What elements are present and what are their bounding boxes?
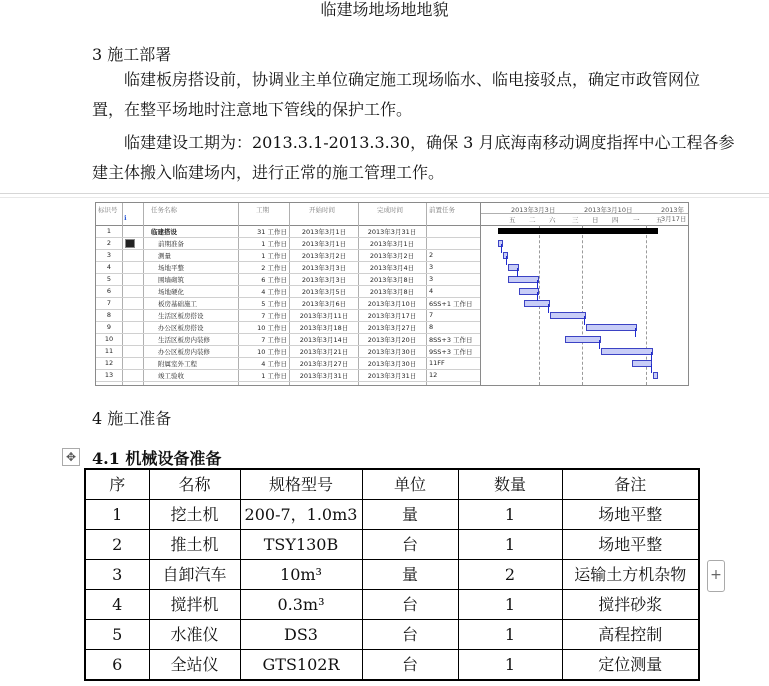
table-cell: 场地平整: [562, 500, 699, 530]
gantt-cell-finish: 2013年3月2日: [369, 252, 415, 260]
table-row: [85, 500, 699, 530]
gantt-link: [537, 280, 538, 289]
gantt-cell-name: 附属室外工程: [158, 360, 197, 368]
gantt-task-bar: [519, 288, 540, 295]
gantt-task-row: [96, 369, 480, 382]
gantt-cell-start: 2013年3月27日: [299, 360, 349, 368]
gantt-cell-start: 2013年3月18日: [299, 324, 349, 332]
gantt-cell-pred: 8SS+3 工作日: [429, 336, 473, 344]
gantt-cell-start: 2013年3月3日: [301, 264, 347, 272]
day-label: 四: [612, 216, 619, 224]
gantt-header-finish: 完成时间: [377, 206, 403, 214]
gantt-cell-duration: 10 工作日: [257, 348, 287, 356]
gantt-cell-id: 4: [106, 263, 112, 271]
gantt-cell-finish: 2013年3月27日: [367, 324, 417, 332]
gantt-cell-start: 2013年3月5日: [301, 288, 347, 296]
gantt-cell-name: 板房基础施工: [158, 300, 197, 308]
gantt-link: [584, 316, 585, 325]
gantt-header-duration: 工期: [256, 206, 269, 214]
table-cell: 4: [85, 590, 149, 620]
gantt-cell-pred: 9SS+3 工作日: [429, 348, 473, 356]
gantt-cell-name: 场地平整: [158, 264, 184, 272]
gantt-cell-pred: 11FF: [429, 359, 445, 367]
gantt-link: [548, 304, 549, 313]
gantt-cell-id: 8: [106, 311, 112, 319]
gantt-cell-id: 10: [104, 335, 114, 343]
day-label: 二: [529, 216, 536, 224]
gantt-cell-duration: 4 工作日: [261, 360, 287, 368]
table-row: [85, 590, 699, 620]
table-cell: 运输土方机杂物: [562, 560, 699, 590]
gantt-cell-start: 2013年3月3日: [301, 276, 347, 284]
gantt-cell-pred: 3: [429, 275, 434, 283]
gantt-cell-duration: 7 工作日: [261, 336, 287, 344]
table-header-cell: 序: [85, 469, 149, 500]
gantt-chart: [95, 202, 689, 386]
table-header-cell: 规格型号: [240, 469, 362, 500]
day-label: 三: [572, 216, 579, 224]
gantt-week-row: [481, 203, 688, 223]
table-cell: 6: [85, 650, 149, 681]
table-cell: 5: [85, 620, 149, 650]
gantt-link: [506, 256, 507, 265]
table-cell: 2: [85, 530, 149, 560]
gantt-header-start: 开始时间: [309, 206, 335, 214]
gantt-header: [96, 203, 480, 226]
table-cell: 全站仪: [149, 650, 240, 681]
table-cell: 台: [362, 530, 458, 560]
table-header-cell: 名称: [149, 469, 240, 500]
section-4-heading: 4 施工准备: [92, 409, 172, 428]
gantt-cell-id: 6: [106, 287, 112, 295]
gantt-cell-id: 2: [106, 239, 112, 247]
gantt-cell-id: 1: [106, 227, 112, 235]
gantt-task-table: [96, 203, 481, 385]
gantt-cell-pred: 2: [429, 251, 434, 259]
gantt-cell-id: 5: [106, 275, 112, 283]
table-cell: DS3: [240, 620, 362, 650]
gantt-cell-duration: 1 工作日: [261, 252, 287, 260]
gantt-cell-duration: 2 工作日: [261, 264, 287, 272]
table-cell: 台: [362, 650, 458, 681]
table-cell: 高程控制: [562, 620, 699, 650]
gantt-link: [651, 352, 652, 361]
gantt-cell-finish: 2013年3月8日: [369, 276, 415, 284]
gantt-cell-name: 生活区板房内装修: [158, 336, 210, 344]
table-header-cell: 单位: [362, 469, 458, 500]
gantt-task-bar: [508, 276, 539, 283]
gantt-cell-id: 13: [104, 371, 114, 379]
table-header-cell: 备注: [562, 469, 699, 500]
gantt-cell-finish: 2013年3月4日: [369, 264, 415, 272]
table-cell: 1: [458, 500, 562, 530]
gantt-cell-finish: 2013年3月8日: [369, 288, 415, 296]
table-cell: 1: [458, 590, 562, 620]
gantt-cell-pred: 8: [429, 323, 434, 331]
gantt-link: [517, 268, 518, 277]
page-divider: [0, 193, 769, 194]
section-3-para2-line2: 建主体搬入临建场内，进行正常的施工管理工作。: [92, 163, 445, 182]
gantt-cell-duration: 7 工作日: [261, 312, 287, 320]
gantt-cell-name: 生活区板房搭设: [158, 312, 204, 320]
section-3-para1-line1: 临建板房搭设前，协调业主单位确定施工现场临水、临电接驳点，确定市政管网位: [124, 70, 701, 89]
gantt-cell-name: 临建搭设: [151, 228, 177, 236]
gantt-header-name: 任务名称: [151, 206, 177, 214]
day-label: 日: [592, 216, 599, 224]
gantt-cell-start: 2013年3月1日: [301, 228, 347, 236]
gantt-cell-duration: 1 工作日: [261, 240, 287, 248]
table-cell: 推土机: [149, 530, 240, 560]
table-cell: 自卸汽车: [149, 560, 240, 590]
gantt-cell-duration: 31 工作日: [257, 228, 287, 236]
gantt-cell-id: 11: [104, 347, 114, 355]
gantt-cell-start: 2013年3月1日: [301, 240, 347, 248]
table-cell: 3: [85, 560, 149, 590]
equipment-table: [84, 468, 700, 681]
table-row: [85, 560, 699, 590]
info-icon: ℹ: [124, 214, 127, 222]
gantt-cell-name: 竣工验收: [158, 372, 184, 380]
gantt-cell-id: 9: [106, 323, 112, 331]
gantt-cell-name: 办公区板房内装修: [158, 348, 210, 356]
gantt-cell-pred: 4: [429, 287, 434, 295]
gantt-cell-name: 场地硬化: [158, 288, 184, 296]
gantt-cell-start: 2013年3月6日: [301, 300, 347, 308]
week-label-3: 2013年3月17日: [661, 206, 687, 223]
gantt-cell-start: 2013年3月14日: [299, 336, 349, 344]
document-title: 临建场地场地地貌: [320, 0, 449, 19]
table-cell: TSY130B: [240, 530, 362, 560]
table-cell: 0.3m³: [240, 590, 362, 620]
table-cell: 1: [458, 530, 562, 560]
gantt-task-bar: [653, 372, 658, 379]
gantt-task-bar: [632, 360, 653, 367]
gantt-cell-name: 前期准备: [158, 240, 184, 248]
gantt-cell-name: 测量: [158, 252, 171, 260]
gantt-cell-name: 围墙砌筑: [158, 276, 184, 284]
table-cell: 搅拌砂浆: [562, 590, 699, 620]
gantt-cell-finish: 2013年3月10日: [367, 300, 417, 308]
gantt-cell-pred: 3: [429, 263, 434, 271]
gantt-cell-finish: 2013年3月31日: [367, 228, 417, 236]
table-cell: 定位测量: [562, 650, 699, 681]
gantt-task-bar: [565, 336, 601, 343]
note-icon: [125, 239, 135, 248]
table-cell: 量: [362, 500, 458, 530]
table-move-handle-icon[interactable]: ✥: [62, 448, 80, 466]
gantt-timeline: [481, 203, 688, 385]
gantt-cell-finish: 2013年3月30日: [367, 348, 417, 356]
gantt-task-bar: [524, 300, 550, 307]
gantt-link: [501, 244, 502, 253]
table-cell: GTS102R: [240, 650, 362, 681]
gantt-cell-duration: 4 工作日: [261, 288, 287, 296]
gantt-cell-id: 3: [106, 251, 112, 259]
gantt-cell-finish: 2013年3月31日: [367, 372, 417, 380]
gantt-cell-duration: 6 工作日: [261, 276, 287, 284]
section-4-1-heading: 4.1 机械设备准备: [92, 449, 222, 468]
gantt-link: [599, 340, 600, 349]
table-cell: 10m³: [240, 560, 362, 590]
table-cell: 2: [458, 560, 562, 590]
gantt-cell-id: 12: [104, 359, 114, 367]
gantt-summary-bar: [498, 228, 658, 234]
gantt-cell-pred: 6SS+1 工作日: [429, 300, 473, 308]
gantt-link: [651, 364, 652, 373]
table-cell: 挖土机: [149, 500, 240, 530]
table-cell: 台: [362, 620, 458, 650]
gantt-cell-start: 2013年3月21日: [299, 348, 349, 356]
day-label: 五: [656, 216, 663, 224]
gantt-task-bar: [601, 348, 653, 355]
gantt-task-bar: [586, 324, 638, 331]
table-cell: 水准仪: [149, 620, 240, 650]
day-label: 六: [549, 216, 556, 224]
gantt-cell-duration: 5 工作日: [261, 300, 287, 308]
gantt-link: [537, 292, 538, 301]
add-column-icon[interactable]: +: [707, 560, 725, 592]
day-label: 五: [509, 216, 516, 224]
gantt-cell-start: 2013年3月2日: [301, 252, 347, 260]
gantt-header-id: 标识号: [98, 206, 118, 214]
table-cell: 200-7，1.0m3: [240, 500, 362, 530]
week-label-1: 2013年3月3日: [511, 206, 556, 214]
gantt-cell-start: 2013年3月11日: [299, 312, 349, 320]
table-cell: 场地平整: [562, 530, 699, 560]
gantt-cell-finish: 2013年3月1日: [369, 240, 415, 248]
table-cell: 1: [458, 620, 562, 650]
table-cell: 台: [362, 590, 458, 620]
table-header-cell: 数量: [458, 469, 562, 500]
gantt-header-pred: 前置任务: [429, 206, 455, 214]
gantt-link: [635, 328, 636, 337]
gantt-cell-pred: 7: [429, 311, 434, 319]
gantt-cell-finish: 2013年3月30日: [367, 360, 417, 368]
gantt-cell-duration: 1 工作日: [261, 372, 287, 380]
gantt-task-bar: [550, 312, 586, 319]
gantt-cell-duration: 10 工作日: [257, 324, 287, 332]
table-cell: 1: [85, 500, 149, 530]
table-row: [85, 530, 699, 560]
gantt-cell-start: 2013年3月31日: [299, 372, 349, 380]
table-cell: 量: [362, 560, 458, 590]
gantt-cell-finish: 2013年3月17日: [367, 312, 417, 320]
section-3-para1-line2: 置，在整平场地时注意地下管线的保护工作。: [92, 100, 413, 119]
table-cell: 搅拌机: [149, 590, 240, 620]
table-cell: 1: [458, 650, 562, 681]
page-divider-inner: [0, 197, 769, 198]
gantt-cell-name: 办公区板房搭设: [158, 324, 204, 332]
gantt-cell-finish: 2013年3月20日: [367, 336, 417, 344]
table-row: [85, 650, 699, 681]
section-3-para2-line1: 临建建设工期为：2013.3.1-2013.3.30，确保 3 月底海南移动调度指挥中心工程各参: [124, 133, 735, 152]
section-3-heading: 3 施工部署: [92, 45, 172, 64]
gantt-day-row: [481, 214, 688, 226]
gantt-cell-id: 7: [106, 299, 112, 307]
table-header-row: [85, 469, 699, 500]
day-label: 一: [633, 216, 640, 224]
week-label-2: 2013年3月10日: [584, 206, 633, 214]
gantt-cell-pred: 12: [429, 371, 438, 379]
table-row: [85, 620, 699, 650]
